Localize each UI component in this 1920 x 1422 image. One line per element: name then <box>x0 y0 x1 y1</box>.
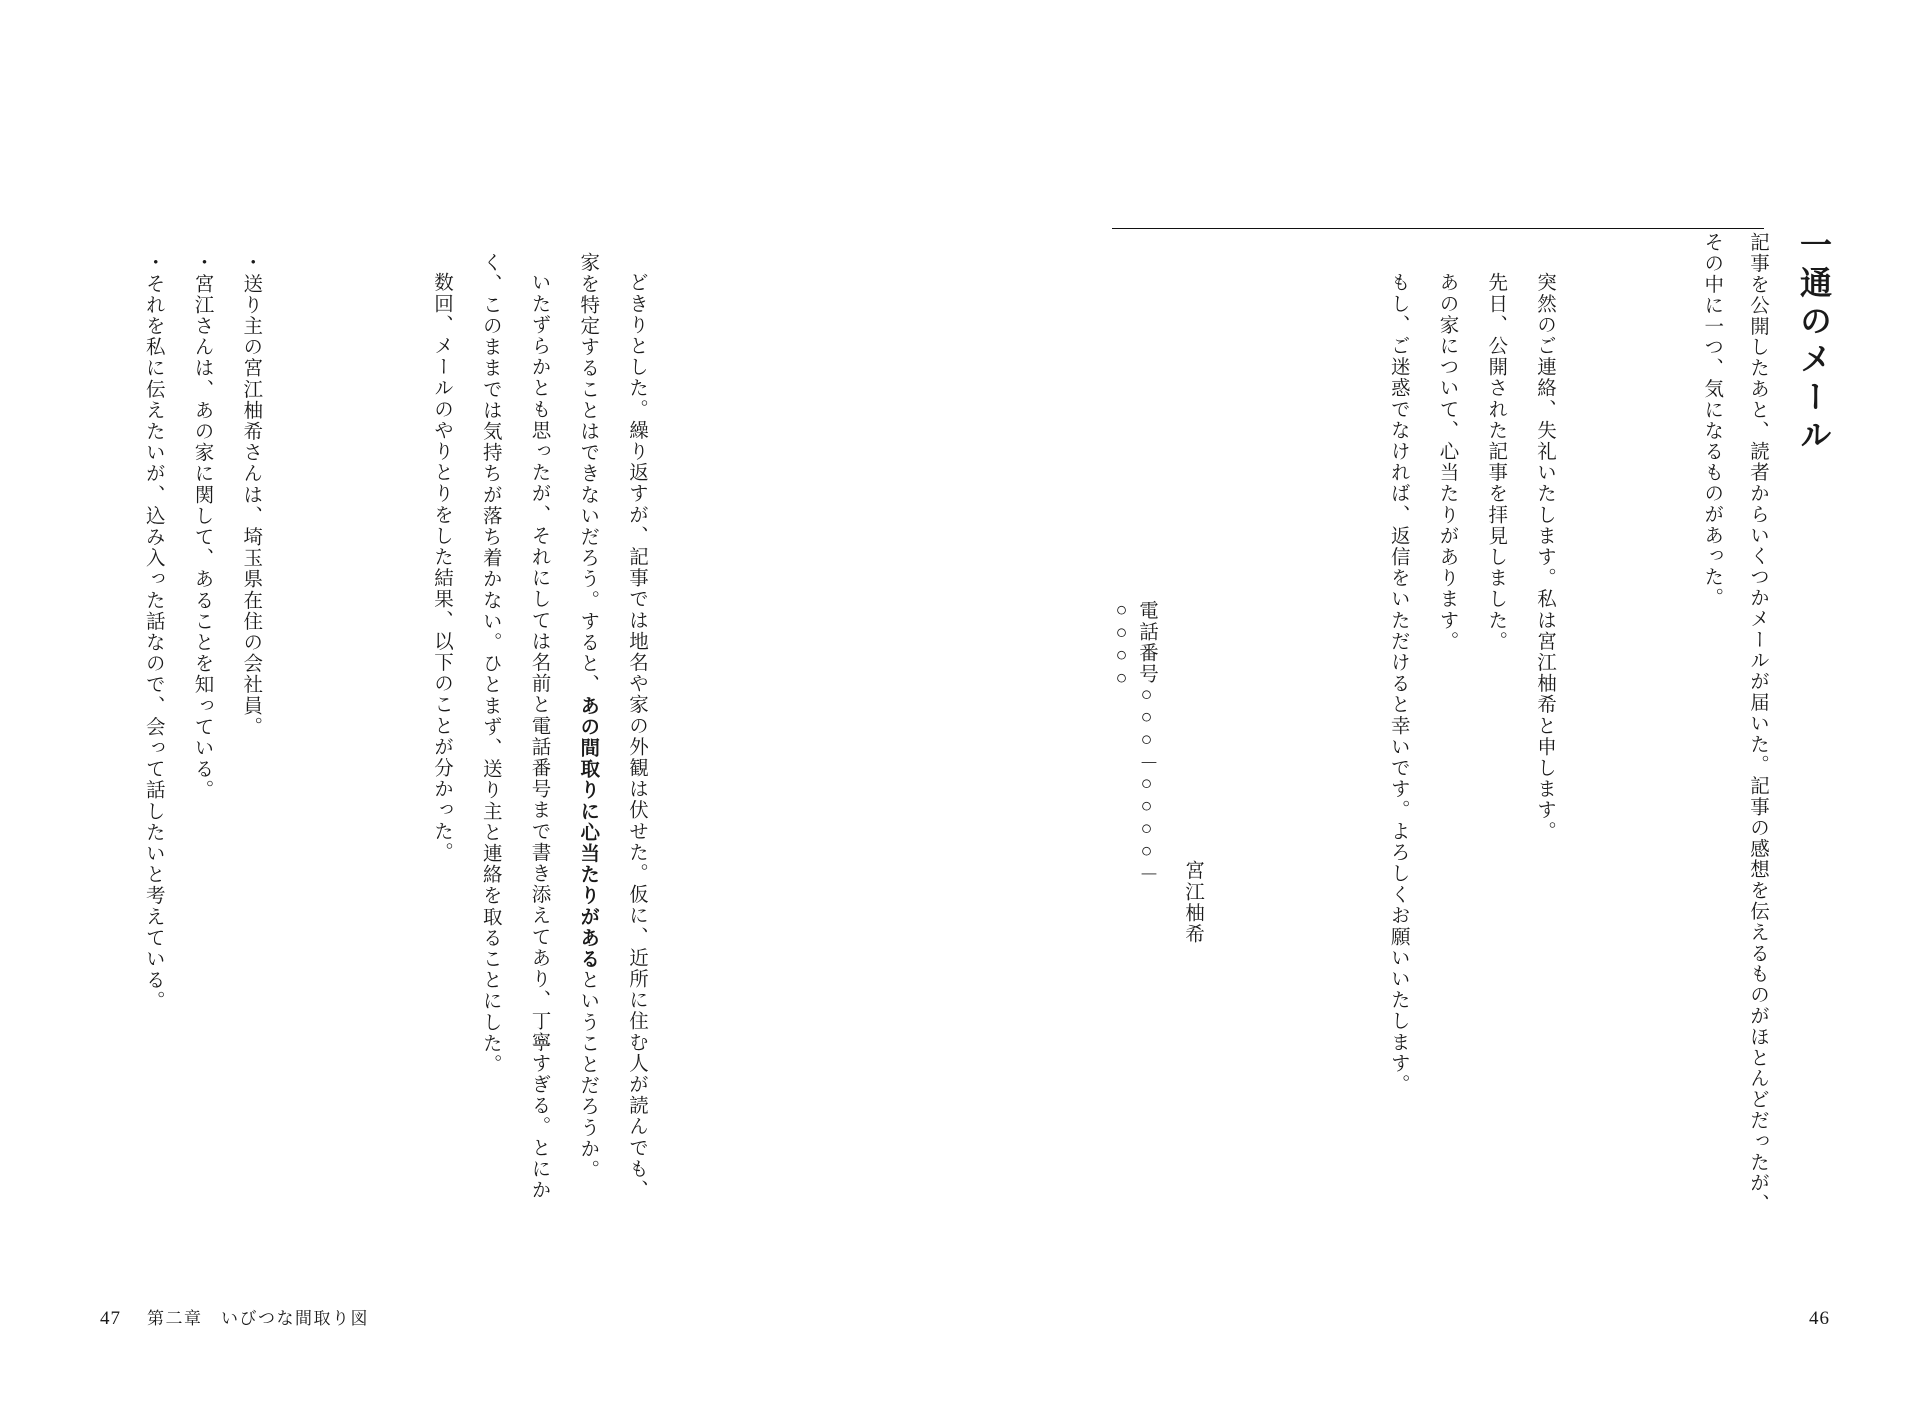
bullet-list <box>128 252 274 1212</box>
list-item: ・宮江さんは、あの家に関して、あることを知っている。 <box>191 252 213 801</box>
list-item: ・送り主の宮江柚希さんは、埼玉県在住の会社員。 <box>240 252 262 738</box>
paragraph-3: 数回、メールのやりとりをした結果、以下のことが分かった。 <box>431 271 452 863</box>
mail-phone-number: 電話番号○○○－○○○○－○○○○ <box>1111 600 1157 885</box>
page-number-right: 46 <box>1809 1308 1830 1329</box>
intro-paragraph: 記事を公開したあと、読者からいくつかメールが届いた。記事の感想を伝えるものがほとんどだったが、その中に一つ、気になるものがあった。 <box>1701 232 1768 1215</box>
emphasis-phrase: あの間取りに心当たり <box>577 695 599 907</box>
page-title: 一通のメール <box>1796 228 1832 456</box>
running-head: 第二章 いびつな間取り図 <box>147 1309 369 1328</box>
mail-line-2: 先日、公開された記事を拝見しました。 <box>1485 271 1507 652</box>
paragraph-2: いたずらかとも思ったが、それにしては名前と電話番号まで書き添えてあり、丁寧すぎる。とにかく、このままでは気持ちが落ち着かない。ひとまず、送り主と連絡を取ることにした。 <box>479 252 550 1200</box>
list-item-text: それを私に伝えたいが、込み入った話なので、会って話したいと考えている。 <box>142 273 164 1012</box>
paragraph-1-tail: ということだろうか。 <box>577 969 599 1181</box>
mail-signature: 宮江柚希 <box>1182 860 1203 945</box>
left-body-text <box>416 252 660 1212</box>
emphasis-tail: がある <box>577 906 599 970</box>
mail-line-4: もし、ご迷惑でなければ、返信をいただけると幸いです。よろしくお願いいたします。 <box>1387 271 1409 1095</box>
mail-divider-rule <box>1112 228 1764 229</box>
page-right <box>960 0 1920 1422</box>
list-item-text: 送り主の宮江柚希さんは、埼玉県在住の会社員。 <box>240 273 262 738</box>
page-footer-left <box>100 1304 369 1330</box>
page-number-left: 47 <box>100 1308 121 1329</box>
list-item: ・それを私に伝えたいが、込み入った話なので、会って話したいと考えている。 <box>142 252 164 1012</box>
paragraph-1-text: どきりとした。繰り返すが、記事では地名や家の外観は伏せた。仮に、近所に住む人が読んでも、家を特定することはできないだろう。すると、 <box>577 252 647 1200</box>
list-item-text: 宮江さんは、あの家に関して、あることを知っている。 <box>191 273 213 801</box>
mail-body <box>1373 252 1568 1212</box>
mail-line-3: あの家について、心当たりがあります。 <box>1436 271 1458 652</box>
paragraph-1 <box>563 252 661 1212</box>
mail-line-1: 突然のご連絡、失礼いたします。私は宮江柚希と申します。 <box>1534 271 1555 842</box>
